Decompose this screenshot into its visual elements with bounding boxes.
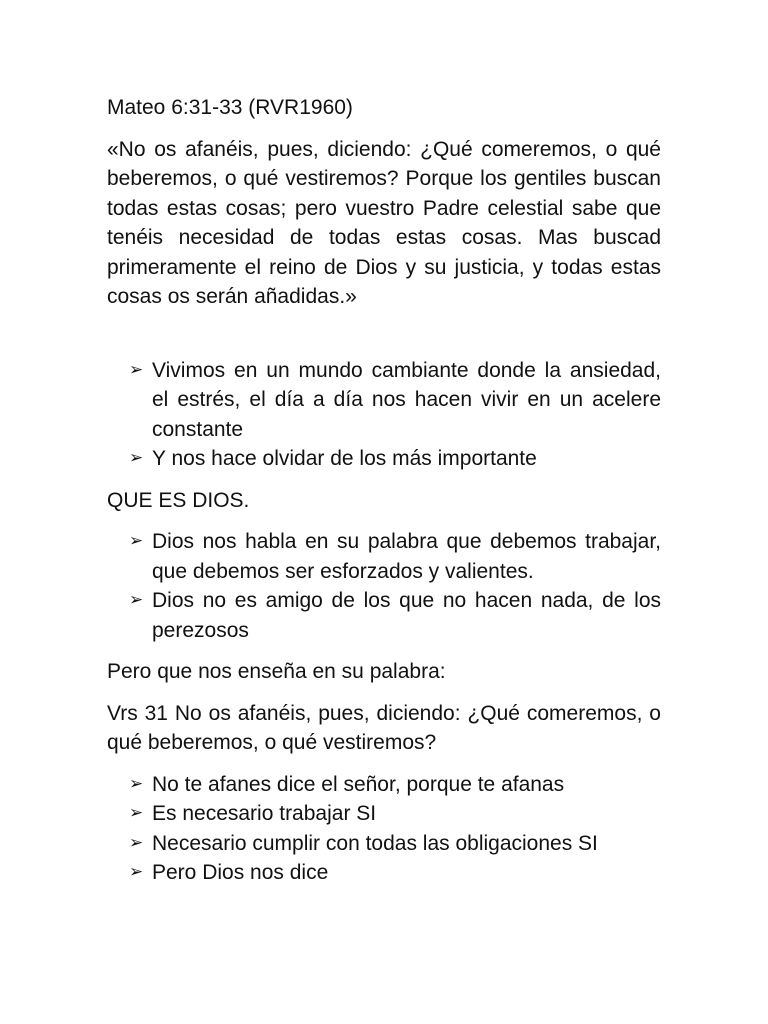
scripture-quote: «No os afanéis, pues, diciendo: ¿Qué comeremos, o qué beberemos, o qué vestiremos? Porque los gentiles buscan todas estas cosas; pero vuestro Padre celestial sabe que tenéis necesidad de todas estas cosas. Mas buscad primeramente el reino de Dios y su justicia, y todas estas cosas os serán añadidas.»: [107, 137, 661, 308]
list-item-text: No te afanes dice el señor, porque te afanas: [152, 772, 565, 796]
list-item: [129, 444, 661, 474]
list-item-text: Es necesario trabajar SI: [152, 802, 377, 825]
list-item-text: Vivimos en un mundo cambiante donde la ansiedad, el estrés, el día a día nos hacen vivir en un acelere constante: [152, 358, 661, 441]
list-item: [129, 527, 661, 586]
section-heading: QUE ES DIOS.: [107, 488, 250, 512]
arrow-bullet-icon: ➢: [129, 773, 144, 794]
arrow-bullet-icon: ➢: [129, 531, 144, 551]
list-item: [129, 586, 661, 645]
list-item-text: Necesario cumplir con todas las obligaciones SI: [152, 831, 598, 855]
lead-paragraph: Pero que nos enseña en su palabra:: [107, 660, 446, 683]
list-item: [129, 770, 661, 800]
arrow-bullet-icon: ➢: [129, 359, 144, 380]
bullet-list-verse: [107, 770, 661, 888]
arrow-bullet-icon: ➢: [129, 590, 144, 610]
bullet-list-intro: [107, 356, 661, 474]
list-item: [129, 829, 661, 859]
document-page: [107, 93, 661, 888]
list-item: [129, 356, 661, 445]
arrow-bullet-icon: ➢: [129, 448, 144, 468]
list-item-text: Pero Dios nos dice: [152, 861, 329, 884]
arrow-bullet-icon: ➢: [129, 862, 144, 882]
arrow-bullet-icon: ➢: [129, 832, 144, 853]
list-item-text: Dios nos habla en su palabra que debemos trabajar, que debemos ser esforzados y valientes.: [152, 530, 661, 583]
list-item: [129, 799, 661, 829]
arrow-bullet-icon: ➢: [129, 803, 144, 823]
bullet-list-dios: [107, 527, 661, 645]
scripture-reference: Mateo 6:31-33 (RVR1960): [107, 96, 353, 119]
list-item-text: Y nos hace olvidar de los más importante: [152, 447, 537, 470]
list-item: [129, 858, 661, 888]
verse-paragraph: Vrs 31 No os afanéis, pues, diciendo: ¿Qué comeremos, o qué beberemos, o qué vestiremos?: [107, 701, 661, 754]
list-item-text: Dios no es amigo de los que no hacen nada, de los perezosos: [152, 589, 661, 642]
